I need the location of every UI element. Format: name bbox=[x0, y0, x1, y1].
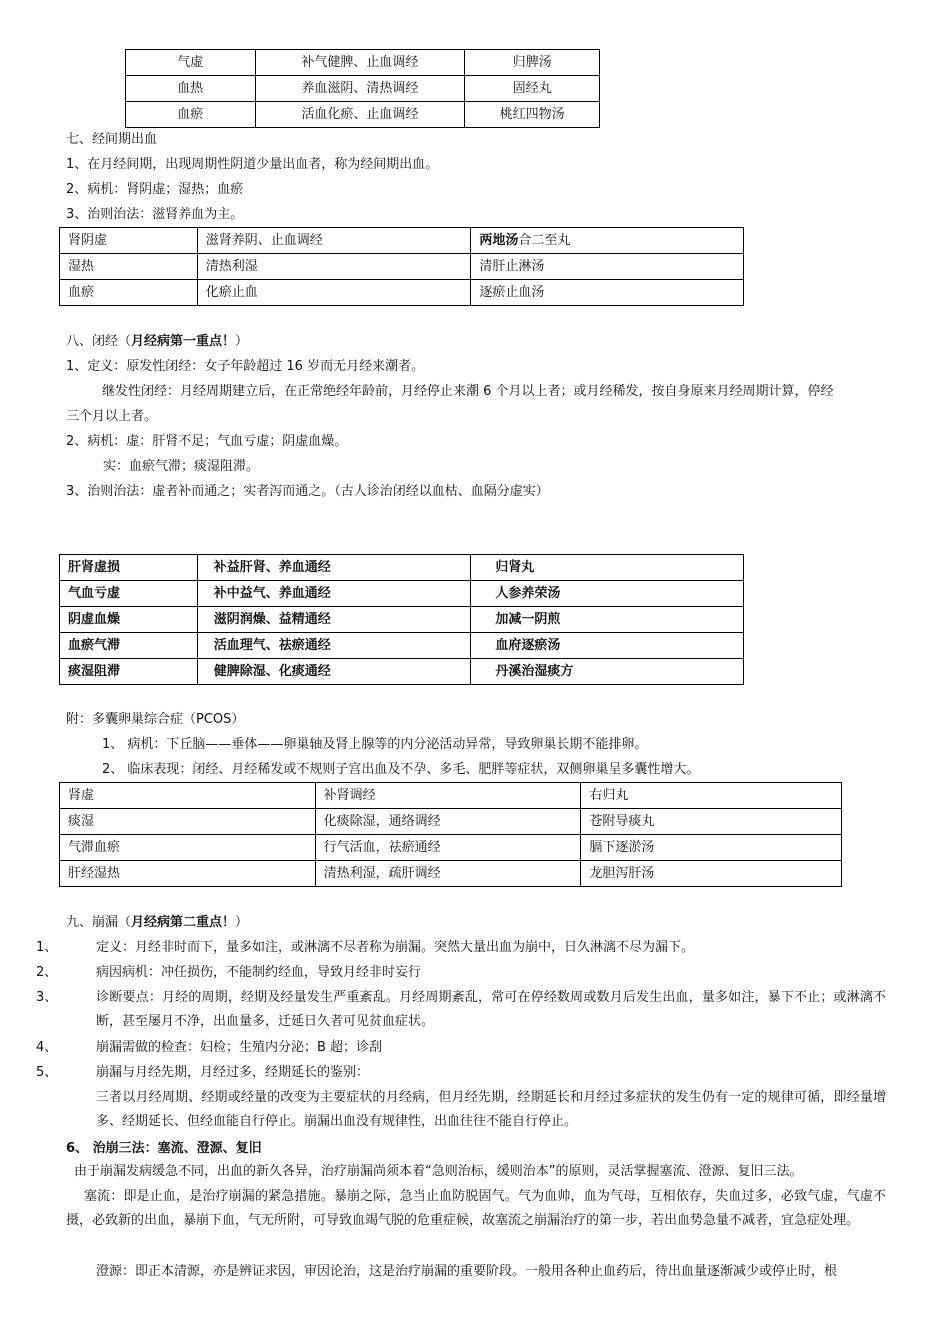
section-9-diff: 三者以月经周期、经期或经量的改变为主要症状的月经病，但月经先期，经期延长和月经过多症状的发生仍有一定的规律可循，即经量增多、经期延长、但经血能自行停止。崩漏出血没有规律性，出血往往不能自行停止。 bbox=[96, 1090, 886, 1129]
section-7-line-3: 3、治则治法：滋肾养血为主。 bbox=[66, 207, 244, 222]
list-item: 1、 定义：月经非时而下，量多如注，或淋漓不尽者称为崩漏。突然大量出血为崩中，日久淋漓不尽为漏下。 bbox=[36, 940, 695, 955]
section-9-p1: 由于崩漏发病缓急不同，出血的新久各异，治疗崩漏尚须本着“急则治标，缓则治本”的原则，灵活掌握塞流、澄源、复旧三法。 bbox=[74, 1164, 803, 1179]
table-row: 血瘀气滞 活血理气、祛瘀通经 血府逐瘀汤 bbox=[60, 633, 744, 659]
section-7-title: 七、经间期出血 bbox=[66, 132, 158, 147]
table-row: 肝经湿热 清热利湿，疏肝调经 龙胆泻肝汤 bbox=[60, 861, 842, 887]
table-row: 痰湿阻滞 健脾除湿、化痰通经 丹溪治湿痰方 bbox=[60, 659, 744, 685]
list-item: 2、 病因病机：冲任损伤，不能制约经血，导致月经非时妄行 bbox=[36, 965, 422, 980]
section-8-line-3: 2、病机：虚：肝肾不足；气血亏虚；阴虚血燥。 bbox=[66, 434, 348, 449]
table-row: 气滞血瘀 行气活血，祛瘀通经 膈下逐淤汤 bbox=[60, 835, 842, 861]
section-9-title: 九、崩漏（月经病第二重点！） bbox=[66, 915, 249, 930]
section-8-title: 八、闭经（月经病第一重点！） bbox=[66, 334, 249, 349]
list-item: 4、 崩漏需做的检查：妇检；生殖内分泌；B 超；诊刮 bbox=[36, 1040, 383, 1055]
section-8-line-4: 实：血瘀气滞；痰湿阻滞。 bbox=[103, 459, 260, 474]
table-row: 阴虚血燥 滋阴润燥、益精通经 加减一阴煎 bbox=[60, 607, 744, 633]
list-item: 5、 崩漏与月经先期，月经过多，经期延长的鉴别： bbox=[36, 1065, 370, 1080]
table-row: 气血亏虚 补中益气、养血通经 人参养荣汤 bbox=[60, 581, 744, 607]
section-8-line-2b: 三个月以上者。 bbox=[66, 409, 158, 424]
section-7-line-1: 1、在月经间期，出现周期性阴道少量出血者，称为经间期出血。 bbox=[66, 157, 439, 172]
table-pcos bbox=[59, 782, 842, 887]
section-9-six: 6、 治崩三法：塞流、澄源、复旧 bbox=[66, 1141, 262, 1156]
table-sec8 bbox=[59, 554, 744, 685]
table-row: 痰湿 化痰除湿，通络调经 苍附导痰丸 bbox=[60, 809, 842, 835]
list-item: 3、 诊断要点：月经的周期，经期及经量发生严重紊乱。月经周期紊乱，常可在停经数周或数月后发生出血，量多如注，暴下不止；或淋漓不断，甚至屡月不净，出血量多，迁延日久者可见贫血症状。 bbox=[36, 990, 886, 1029]
table-row: 血瘀 化瘀止血 逐瘀止血汤 bbox=[60, 280, 744, 306]
pcos-line-1: 1、 病机：下丘脑——垂体——卵巢轴及肾上腺等的内分泌活动异常，导致卵巢长期不能排卵。 bbox=[102, 737, 648, 752]
table-row: 肝肾虚损 补益肝肾、养血通经 归肾丸 bbox=[60, 555, 744, 581]
table-row: 湿热 清热利湿 清肝止淋汤 bbox=[60, 254, 744, 280]
table-sec7 bbox=[59, 227, 744, 306]
section-8-line-2: 继发性闭经：月经周期建立后，在正常绝经年龄前，月经停止来潮 6 个月以上者；或月经稀发，按自身原来月经周期计算，停经 bbox=[102, 384, 834, 399]
table-row: 血热 养血滋阴、清热调经 固经丸 bbox=[126, 76, 600, 102]
section-7-line-2: 2、病机：肾阴虚；湿热；血瘀 bbox=[66, 182, 244, 197]
table-row: 肾虚 补肾调经 右归丸 bbox=[60, 783, 842, 809]
section-8-line-1: 1、定义：原发性闭经：女子年龄超过 16 岁而无月经来潮者。 bbox=[66, 359, 425, 374]
table-row: 肾阴虚 滋肾养阴、止血调经 两地汤合二至丸 bbox=[60, 228, 744, 254]
section-9-p3: 澄源：即正本清源，亦是辨证求因，审因论治，这是治疗崩漏的重要阶段。一般用各种止血药后，待出血量逐渐减少或停止时，根 bbox=[96, 1264, 838, 1279]
section-8-line-5: 3、治则治法：虚者补而通之；实者泻而通之。（古人诊治闭经以血枯、血隔分虚实） bbox=[66, 484, 549, 499]
section-9-p2: 塞流：即是止血，是治疗崩漏的紧急措施。暴崩之际，急当止血防脱固气。气为血帅，血为气母，互相依存，失血过多，必致气虚，气虚不摄，必致新的出血，暴崩下血，气无所附，可导致血竭气脱的危重症候，故塞流之崩漏治疗的第一步，若出血势急量不减者，宜急症处理。 bbox=[66, 1189, 886, 1228]
table-row: 血瘀 活血化瘀、止血调经 桃红四物汤 bbox=[126, 102, 600, 128]
pcos-line-2: 2、 临床表现：闭经、月经稀发或不规则子宫出血及不孕、多毛、肥胖等症状，双侧卵巢呈多囊性增大。 bbox=[102, 762, 700, 777]
table-top bbox=[125, 49, 600, 128]
pcos-title: 附：多囊卵巢综合症（PCOS） bbox=[66, 712, 245, 727]
table-row: 气虚 补气健脾、止血调经 归脾汤 bbox=[126, 50, 600, 76]
